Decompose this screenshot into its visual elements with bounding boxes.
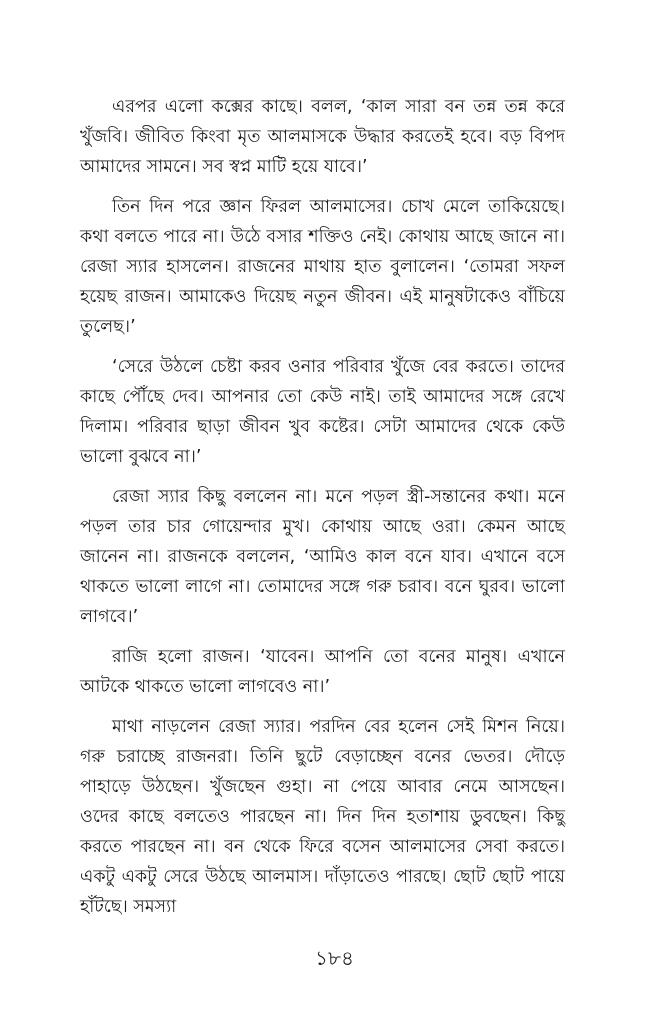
page-body (80, 92, 565, 922)
paragraph-6: মাথা নাড়লেন রেজা স্যার। পরদিন বের হলেন সেই মিশন নিয়ে। গরু চরাচ্ছে রাজনরা। তিনি ছুটে বেড়াচ্ছেন বনের ভেতর। দৌড়ে পাহাড়ে উঠছেন। খুঁজছেন গুহা। না পেয়ে আবার নেমে আসছেন। ওদের কাছে বলতেও পারছেন না। দিন দিন হতাশায় ডুবছেন। কিছু করতে পারছেন না। বন থেকে ফিরে বসেন আলমাসের সেবা করতে। একটু একটু সেরে উঠছে আলমাস। দাঁড়াতেও পারছে। ছোট ছোট পায়ে হাঁটছে। সমস্যা (80, 717, 565, 917)
paragraph-5: রাজি হলো রাজন। ‘যাবেন। আপনি তো বনের মানুষ। এখানে আটকে থাকতে ভালো লাগবেও না।’ (80, 647, 565, 697)
paragraph-4: রেজা স্যার কিছু বললেন না। মনে পড়ল স্ত্রী-সন্তানের কথা। মনে পড়ল তার চার গোয়েন্দার মুখ। কোথায় আছে ওরা। কেমন আছে জানেন না। রাজনকে বললেন, ‘আমিও কাল বনে যাব। এখানে বসে থাকতে ভালো লাগে না। তোমাদের সঙ্গে গরু চরাব। বনে ঘুরব। ভালো লাগবে।’ (80, 487, 565, 627)
paragraph-3: ‘সেরে উঠলে চেষ্টা করব ওনার পরিবার খুঁজে বের করতে। তাদের কাছে পৌঁছে দেব। আপনার তো কেউ নাই। তাই আমাদের সঙ্গে রেখে দিলাম। পরিবার ছাড়া জীবন খুব কষ্টের। সেটা আমাদের থেকে কেউ ভালো বুঝবে না।’ (80, 357, 565, 467)
page-number: ১৮৪ (315, 946, 354, 970)
paragraph-2: তিন দিন পরে জ্ঞান ফিরল আলমাসের। চোখ মেলে তাকিয়েছে। কথা বলতে পারে না। উঠে বসার শক্তিও নেই। কোথায় আছে জানে না। রেজা স্যার হাসলেন। রাজনের মাথায় হাত বুলালেন। ‘তোমরা সফল হয়েছ রাজন। আমাকেও দিয়েছ নতুন জীবন। এই মানুষটাকেও বাঁচিয়ে তুলেছ।’ (80, 197, 565, 337)
paragraph-1: এরপর এলো কক্সের কাছে। বলল, ‘কাল সারা বন তন্ন তন্ন করে খুঁজবি। জীবিত কিংবা মৃত আলমাসকে উদ্ধার করতেই হবে। বড় বিপদ আমাদের সামনে। সব স্বপ্ন মাটি হয়ে যাবে।’ (80, 97, 565, 177)
